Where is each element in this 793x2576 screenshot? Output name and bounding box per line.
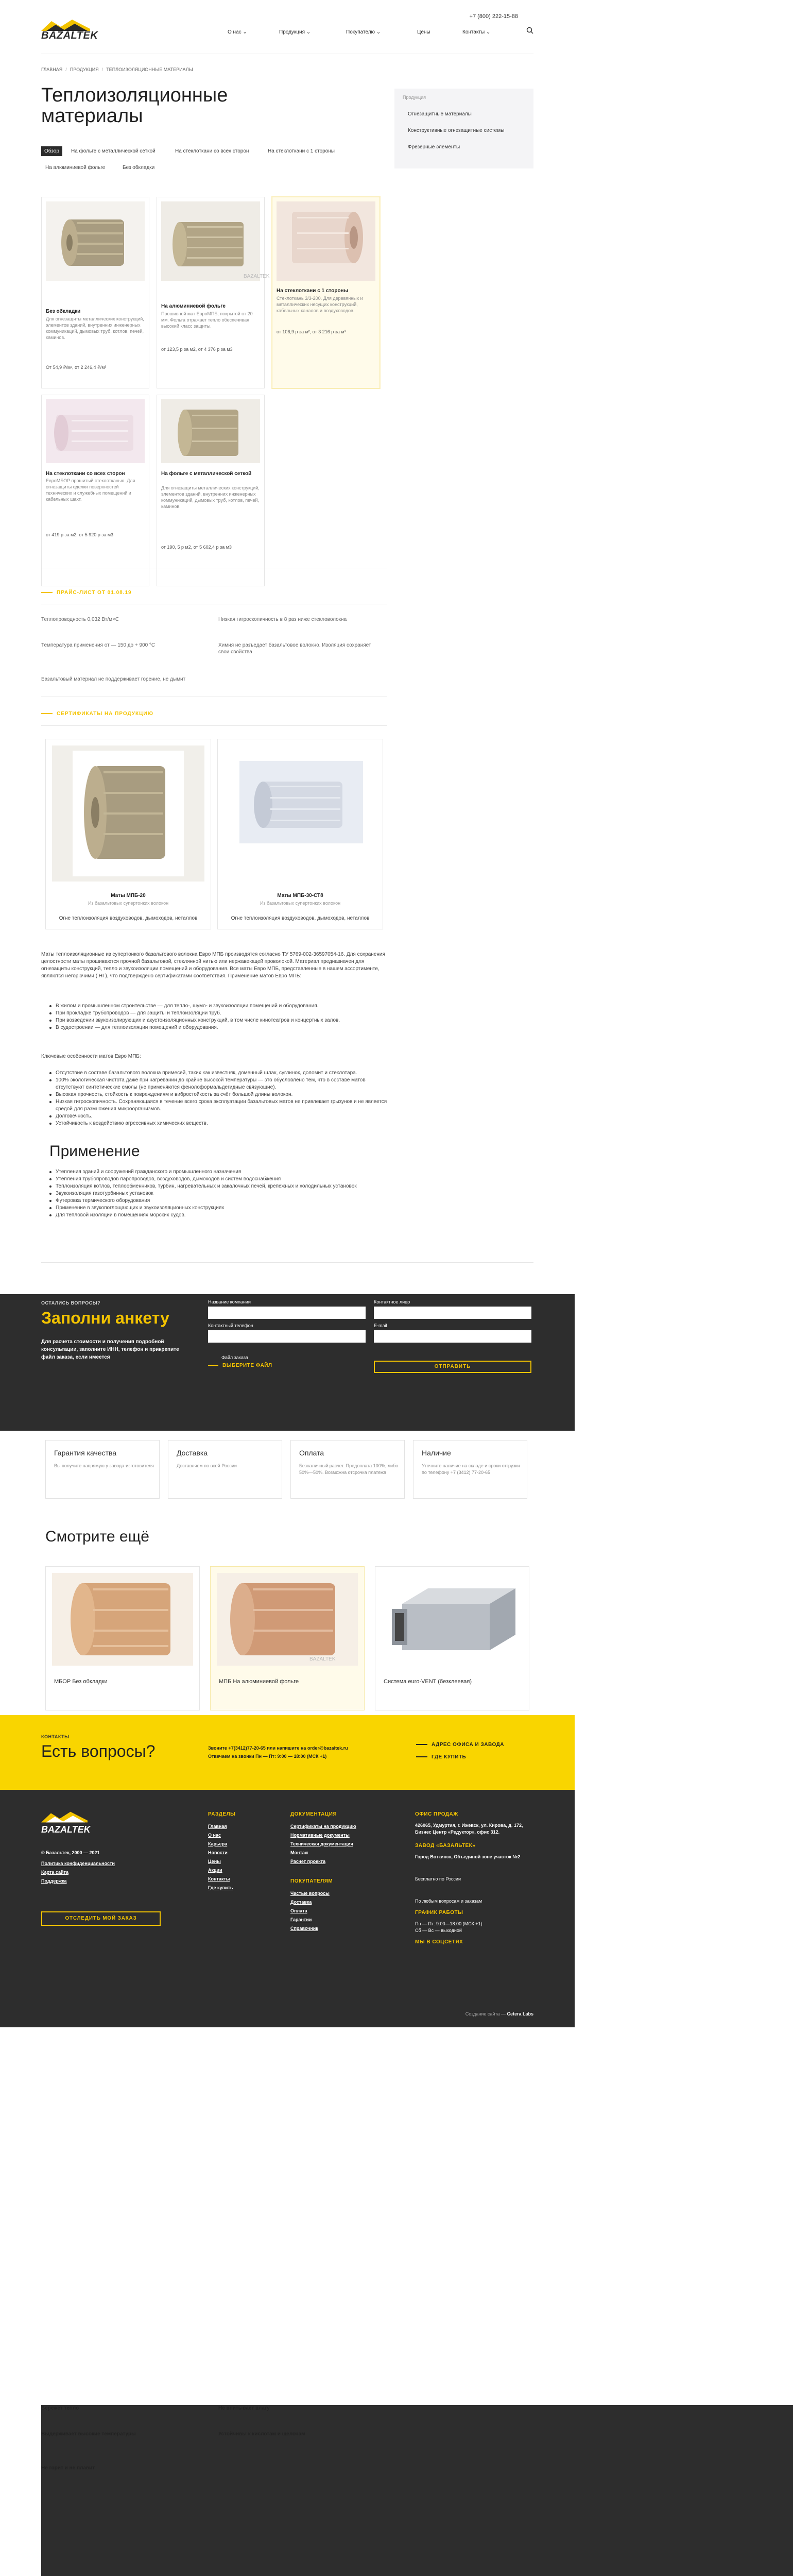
svg-text:BAZALTEK: BAZALTEK	[244, 274, 270, 279]
list-item: Звукоизоляция газотурбинных установок	[49, 1190, 389, 1197]
key-features-title: Ключевые особенности матов Евро МПБ:	[41, 1054, 141, 1059]
list-item: Долговечность.	[49, 1113, 389, 1120]
footer-link[interactable]: Монтаж	[290, 1850, 308, 1855]
nav-item-about[interactable]: О нас ⌄	[228, 29, 247, 35]
tab-foil-mesh[interactable]: На фольге с металлической сеткой	[71, 148, 156, 154]
uses-list	[49, 1003, 389, 1031]
feature-desc: Теплопроводность 0,032 Вт/м×С	[41, 617, 119, 622]
field-label: Контактное лицо	[374, 1299, 410, 1304]
sidebar-item[interactable]: Огнезащитные материалы	[408, 111, 472, 117]
footer-link[interactable]: Где купить	[208, 1885, 233, 1890]
file-label: Файл заказа	[221, 1355, 248, 1360]
list-item: Применение в звукопоглощающих и звукоизоляционных конструкциях	[49, 1205, 389, 1212]
info-desc: Вы получите напрямую у завода-изготовителя	[54, 1463, 154, 1468]
footer-heading: РАЗДЕЛЫ	[208, 1811, 236, 1817]
certificate-image	[52, 745, 204, 882]
info-title: Оплата	[299, 1449, 324, 1457]
footer-link[interactable]: Цены	[208, 1859, 221, 1864]
form-lead: Для расчета стоимости и получения подробной консультации, заполните ИНН, телефон и прикрепите файл заказа, если имеется	[41, 1339, 179, 1360]
sidebar-item[interactable]: Фрезерные элементы	[408, 144, 460, 150]
footer-heading: ЗАВОД «БАЗАЛЬТЕК»	[415, 1843, 476, 1849]
product-image	[46, 399, 145, 463]
field-label: Название компании	[208, 1299, 251, 1304]
certificate-title: Маты МПБ-30-СТ8	[277, 893, 323, 899]
list-item: 100% экологическая чистота даже при нагревании до крайне высокой температуры — это обусловлено тем, что в составе матов отсутствуют синтетические смолы (не применяются фенолоформальдегидные связующие).	[49, 1077, 389, 1091]
form-title: Заполни анкету	[41, 1309, 169, 1327]
info-title: Наличие	[422, 1449, 451, 1457]
product-name: Без обкладки	[46, 309, 81, 314]
divider	[41, 1262, 533, 1263]
where-to-buy-link[interactable]: ГДЕ КУПИТЬ	[416, 1754, 466, 1760]
list-item: Футеровка термического оборудования	[49, 1197, 389, 1205]
tab-no-cover[interactable]: Без обкладки	[123, 165, 155, 171]
breadcrumb-item[interactable]: ПРОДУКЦИЯ	[70, 67, 99, 72]
company-field[interactable]	[208, 1307, 366, 1319]
see-more-name: Система euro-VENT (безклеевая)	[384, 1679, 472, 1685]
footer-link[interactable]: Справочник	[290, 1926, 318, 1931]
logo-roof-icon	[41, 20, 90, 31]
footer-link[interactable]: Контакты	[208, 1876, 230, 1882]
footer-link[interactable]: Поддержка	[41, 1878, 67, 1884]
contact-person-field[interactable]	[374, 1307, 531, 1319]
footer-link[interactable]: Гарантии	[290, 1917, 312, 1922]
footer-link[interactable]: Оплата	[290, 1908, 307, 1913]
see-more-title: Смотрите ещё	[45, 1528, 149, 1545]
info-title: Доставка	[177, 1449, 208, 1457]
info-box	[413, 1440, 527, 1499]
tab-aluminium[interactable]: На алюминиевой фольге	[45, 165, 106, 171]
office-address-link[interactable]: АДРЕС ОФИСА И ЗАВОДА	[416, 1742, 504, 1748]
footer-link[interactable]: Сертификаты на продукцию	[290, 1824, 356, 1829]
footer-contacts	[415, 1811, 533, 1950]
footer-link[interactable]: Новости	[208, 1850, 228, 1855]
product-price: от 106,9 р за м², от 3 216 р за м³	[277, 329, 346, 334]
breadcrumb-item[interactable]: ГЛАВНАЯ	[41, 67, 63, 72]
product-price: от 419 р за м2, от 5 920 р за м3	[46, 532, 114, 537]
apply-title: Применение	[49, 1143, 140, 1160]
product-card[interactable]	[157, 197, 270, 388]
certificates-link[interactable]: СЕРТИФИКАТЫ НА ПРОДУКЦИЮ	[41, 711, 153, 717]
phone-field[interactable]	[208, 1330, 366, 1343]
svg-text:BAZALTEK: BAZALTEK	[309, 1656, 336, 1662]
product-name: На фольге с металлической сеткой	[161, 471, 252, 477]
certificate-card[interactable]	[45, 739, 211, 929]
contacts-msg-line: Отвечаем на звонки Пн — Пт: 9:00 — 18:00 (МСК +1)	[208, 1754, 327, 1759]
footer-link[interactable]: Расчет проекта	[290, 1859, 326, 1864]
see-more-name: МПБ На алюминиевой фольге	[219, 1679, 299, 1685]
copyright: © Базальтек, 2000 — 2021	[41, 1850, 100, 1855]
list-item: Утепления зданий и сооружений гражданского и промышленного назначения	[49, 1168, 389, 1176]
info-desc: Уточните наличие на складе и сроки отгрузки по телефону +7 (3412) 77-20-65	[422, 1463, 520, 1475]
list-item: Высокая прочность, стойкость к повреждениям и вибростойкость за счёт большой длины волокон.	[49, 1091, 389, 1098]
footer-heading: ДОКУМЕНТАЦИЯ	[290, 1811, 337, 1817]
nav-item-contacts[interactable]: Контакты ⌄	[462, 29, 491, 35]
feature-desc: Низкая гигроскопичность в 8 раз ниже стекловолокна	[218, 617, 347, 622]
product-name: На стеклоткани с 1 стороны	[277, 288, 349, 294]
info-desc: Доставляем по всей России	[177, 1463, 237, 1468]
footer-link[interactable]: Частые вопросы	[290, 1891, 330, 1896]
info-title: Гарантия качества	[54, 1449, 117, 1457]
chevron-down-icon: ⌄	[486, 29, 491, 35]
contacts-title: Есть вопросы?	[41, 1742, 156, 1760]
product-price: От 54,9 ₽/м², от 2 246,4 ₽/м³	[46, 365, 107, 370]
divider	[41, 725, 387, 726]
list-item: Теплоизоляция котлов, теплообменников, турбин, нагревательных и закалочных печей, крепежных и холодильных установок	[49, 1183, 389, 1190]
see-more-image	[217, 1573, 358, 1666]
tab-glass-all[interactable]: На стеклоткани со всех сторон	[175, 148, 249, 154]
footer-link[interactable]: Нормативные документы	[290, 1833, 350, 1838]
tab-glass-one[interactable]: На стеклоткани с 1 стороны	[268, 148, 335, 154]
contacts-kicker: КОНТАКТЫ	[41, 1734, 70, 1739]
product-name: На стеклоткани со всех сторон	[46, 471, 125, 477]
page-title: Теплоизоляционные материалы	[41, 84, 228, 127]
certificate-subtitle: Из базальтовых супертонких волокон	[260, 901, 341, 906]
logo-roof-icon	[41, 1811, 88, 1823]
contacts-msg-line: Звоните +7(3412)77-20-65 или напишите на order@bazaltek.ru	[208, 1745, 348, 1751]
product-card[interactable]	[41, 395, 149, 586]
list-item: Утепления трубопроводов паропроводов, воздуховодов, дымоходов и систем водоснабжения	[49, 1176, 389, 1183]
submit-button[interactable]: ОТПРАВИТЬ	[374, 1361, 531, 1373]
see-more-card[interactable]	[375, 1566, 529, 1710]
sidebar-title: Продукция	[403, 95, 426, 100]
product-desc: Для огнезащиты металлических конструкций, элементов зданий, внутренних инженерных коммуникаций, дымовых труб, котлов, печей, каминов.	[46, 316, 144, 340]
file-button[interactable]: ВЫБЕРИТЕ ФАЙЛ	[208, 1363, 272, 1368]
footer-brand	[41, 1811, 115, 1886]
contacts-message	[208, 1744, 373, 1760]
footer-link[interactable]: Карта сайта	[41, 1870, 68, 1875]
feature-title: Устойчивы к кислотам и щелочам	[218, 2431, 793, 2576]
work-hours: Сб — Вс — выходной	[415, 1928, 462, 1933]
tab-overview[interactable]: Обзор	[41, 146, 62, 156]
work-hours: Пн — Пт: 9:00—18:00 (МСК +1)	[415, 1921, 482, 1926]
info-box	[45, 1440, 160, 1499]
product-card[interactable]	[272, 197, 380, 388]
sidebar-item[interactable]: Конструктивные огнезащитные системы	[408, 128, 505, 133]
certificate-usage: Огне теплоизоляция воздуховодов, дымоходов, неталлов	[231, 916, 370, 921]
email-field[interactable]	[374, 1330, 531, 1343]
certificate-card[interactable]	[217, 739, 383, 929]
apply-list	[49, 1168, 389, 1219]
chevron-down-icon: ⌄	[306, 29, 311, 35]
chevron-down-icon: ⌄	[376, 29, 381, 35]
site-footer	[0, 1790, 575, 2027]
footer-link[interactable]: О нас	[208, 1833, 221, 1838]
logo[interactable]	[41, 20, 98, 42]
footer-link[interactable]: Политика конфиденциальности	[41, 1861, 115, 1866]
free-call-note: Бесплатно по России	[415, 1876, 461, 1882]
info-box	[290, 1440, 405, 1499]
footer-docs	[290, 1811, 356, 1933]
feature-desc: Температура применения от — 150 до + 900 °С	[41, 642, 156, 648]
article-intro: Маты теплоизоляционные из супертонкого базальтового волокна Евро МПБ производятся согласно ТУ 5769-002-36597054-16. Для сохранения целостности маты прошиваются прочной базальтовой, стеклянной нитью или нержавеющей проволокой. Материал предназначен для огнезащиты конструкций, тепло и звукоизоляции помещений и оборудования. Все маты Евро МПБ, представленные в нашем ассортименте, являются негорючими ( НГ), что подтверждено сертификатами соответствия. Применение матов Евро МПБ:	[41, 952, 385, 979]
product-image	[46, 201, 145, 281]
footer-heading: ОФИС ПРОДАЖ	[415, 1811, 458, 1817]
see-more-image	[382, 1573, 523, 1666]
nav-item-buyers[interactable]: Покупателю ⌄	[346, 29, 381, 35]
product-desc: ЕвроМБОР прошитый стеклотканью. Для огнезащиты оделки поверхностей технических и служебных помещений и кабельных шахт.	[46, 478, 135, 502]
nav-item-prices[interactable]: Цены	[417, 29, 430, 35]
info-box	[168, 1440, 282, 1499]
certificate-image	[224, 745, 376, 882]
breadcrumb-item: ТЕПЛОИЗОЛЯЦИОННЫЕ МАТЕРИАЛЫ	[106, 67, 193, 72]
field-label: Контактный телефон	[208, 1323, 253, 1328]
footer-link[interactable]: Акции	[208, 1868, 222, 1873]
price-list-link[interactable]: ПРАЙС-ЛИСТ ОТ 01.08.19	[41, 590, 132, 596]
footer-link[interactable]: Главная	[208, 1824, 227, 1829]
footer-sections	[208, 1811, 235, 1892]
see-more-card[interactable]	[45, 1566, 200, 1710]
product-name: На алюминиевой фольге	[161, 303, 226, 309]
header-phone[interactable]: +7 (800) 222-15-88	[469, 13, 518, 20]
breadcrumb-separator: /	[65, 67, 67, 72]
see-more-card[interactable]	[210, 1566, 365, 1710]
certificate-subtitle: Из базальтовых супертонких волокон	[88, 901, 169, 906]
made-by: Создание сайта — Cetera Labs	[465, 2011, 533, 2016]
breadcrumb	[41, 67, 193, 72]
see-more-image	[52, 1573, 193, 1666]
footer-heading: ГРАФИК РАБОТЫ	[415, 1910, 463, 1916]
track-order-button[interactable]: ОТСЛЕДИТЬ МОЙ ЗАКАЗ	[41, 1911, 161, 1926]
form-kicker: ОСТАЛИСЬ ВОПРОСЫ?	[41, 1300, 101, 1306]
field-label: E-mail	[374, 1323, 387, 1328]
list-item: При возведении звукоизолирующих и акустоизоляционных конструкций, в том числе кинотеатров и концертных залов.	[49, 1017, 389, 1024]
product-desc: Для огнезащиты металлических конструкций, элементов зданий, внутренних инженерных коммуникаций, дымовых труб, котлов, печей, каминов.	[161, 485, 260, 509]
factory-address: Город Воткинск, Объединой зоне участок №2	[415, 1854, 521, 1859]
footer-link[interactable]: Доставка	[290, 1900, 312, 1905]
contacts-band	[0, 1715, 575, 1790]
feature-desc: Химия не разъедает базальтовое волокно. Изоляция сохраняет свои свойства	[218, 642, 371, 655]
nav-item-products[interactable]: Продукция ⌄	[279, 29, 311, 35]
product-desc: Прошивной мат ЕвроМПБ, покрытой от 20 мм. Фольга отражает тепло обеспечивая высокий класс защиты.	[161, 311, 253, 329]
list-item: Устойчивость к воздействию агрессивных химических веществ.	[49, 1120, 389, 1127]
list-item: Для тепловой изоляции в помещениях морских судов.	[49, 1212, 389, 1219]
list-item: Отсутствие в составе базальтового волокна примесей, таких как известняк, доменный шлак, суглинок, доломит и стеклотара.	[49, 1070, 389, 1077]
list-item: В жилом и промышленном строительстве — для тепло-, шумо- и звукоизоляции помещений и оборудования.	[49, 1003, 389, 1010]
footer-heading: ПОКУПАТЕЛЯМ	[290, 1878, 333, 1884]
info-desc: Безналичный расчет. Предоплата 100%, либо 50%—50%. Возможна отсрочка платежа	[299, 1463, 399, 1475]
list-item: При прокладке трубопроводов — для защиты и теплоизоляции труб.	[49, 1010, 389, 1017]
certificate-usage: Огне теплоизоляция воздуховодов, дымоходов, неталлов	[59, 916, 198, 921]
product-card[interactable]	[41, 197, 149, 388]
product-desc: Стеклоткань 3/3-200. Для деревянных и металлических несущих конструкций, кабельных каналов и воздуховодов.	[277, 296, 363, 313]
site-header	[0, 0, 575, 52]
product-price: от 190, 5 р м2, от 5 602,4 р за м3	[161, 545, 232, 550]
certificate-title: Маты МПБ-20	[111, 893, 146, 899]
footer-logo-text[interactable]: BAZALTEK	[41, 1824, 91, 1835]
see-more-name: МБОР Без обкладки	[54, 1679, 108, 1685]
key-features-list	[49, 1070, 389, 1127]
footer-link[interactable]: Техническая документация	[290, 1841, 353, 1846]
list-item: В судостроении — для теплоизоляции помещений и оборудования.	[49, 1024, 389, 1031]
feature-title: Бережет тепло	[41, 2405, 616, 2576]
logo-text: BAZALTEK	[41, 30, 98, 41]
product-image	[277, 201, 375, 281]
breadcrumb-separator: /	[101, 67, 104, 72]
feature-title: Выдерживает высокие температуры	[41, 2431, 616, 2576]
contact-form	[0, 1294, 575, 1431]
sidebar	[394, 89, 533, 168]
search-icon[interactable]	[526, 27, 533, 34]
footer-heading: МЫ В СОЦСЕТЯХ	[415, 1939, 463, 1945]
product-card[interactable]	[157, 395, 265, 586]
office-address: 426065, Удмуртия, г. Ижевск, ул. Кирова, д. 172, Бизнес Центр «Редуктор», офис 312.	[415, 1823, 523, 1835]
footer-link[interactable]: Карьера	[208, 1841, 228, 1846]
feature-title: Не впитывает влагу	[218, 2405, 793, 2576]
list-item: Низкая гигроскопичность. Сохраняющаяся в течение всего срока эксплуатации базальтовых матов не привлекает грызунов и не является средой для размножения микроорганизмов.	[49, 1098, 389, 1113]
product-image	[161, 201, 270, 281]
order-note: По любым вопросам и заказам	[415, 1899, 482, 1904]
made-by-link[interactable]: Cetera Labs	[507, 2011, 533, 2016]
chevron-down-icon: ⌄	[243, 29, 247, 35]
feature-title: Не горит и не плавит	[41, 2465, 616, 2576]
product-price: от 123,5 р за м2, от 4 376 р за м3	[161, 347, 233, 352]
feature-desc: Базальтовый материал не поддерживает горение, не дымит	[41, 676, 186, 682]
product-image	[161, 399, 260, 463]
